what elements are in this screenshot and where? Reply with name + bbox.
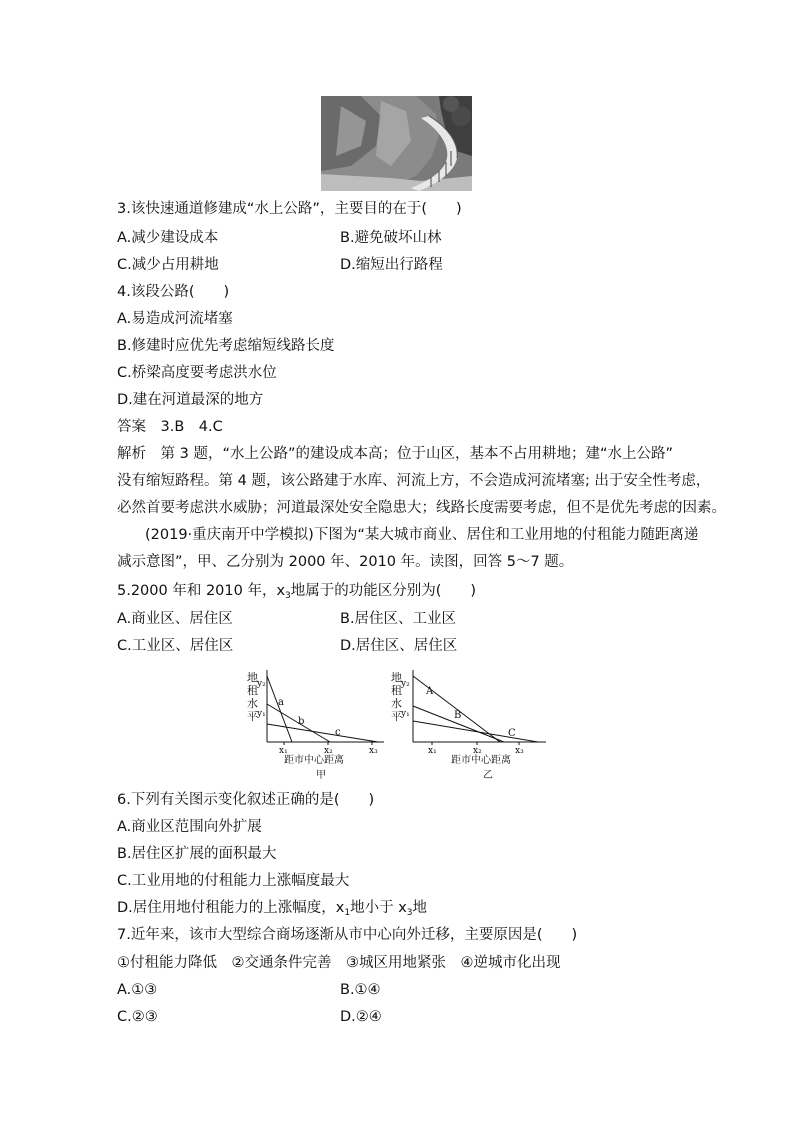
line-a [413,676,500,742]
q5-option-a: A.商业区、居住区 [117,611,233,627]
ylabel-char: 地 [247,671,258,684]
line-b-label: b [298,716,305,727]
line-a-label: A [426,686,434,697]
x2-label: x₂ [473,746,482,756]
analysis-line-3: 必然首要考虑洪水威胁；河道最深处安全隐患大；线路长度需要考虑，但不是优先考虑的因素。 [117,500,726,516]
ylabel-char: 水 [391,697,402,710]
x1-label: x₁ [428,746,437,756]
y2-label: y₂ [401,679,410,689]
answer-line: 答案 3.B 4.C [117,419,223,435]
intro-line-1: (2019·重庆南开中学模拟)下图为“某大城市商业、居住和工业用地的付租能力随距离递 [145,527,699,543]
q4-option-b: B.修建时应优先考虑缩短线路长度 [117,338,335,354]
q3-option-b: B.避免破坏山林 [340,230,442,246]
q6-option-b: B.居住区扩展的面积最大 [117,846,277,862]
x3-label: x₃ [369,746,378,756]
graph-yi [388,664,550,782]
analysis-line-2: 没有缩短路程。第 4 题，该公路建于水库、河流上方，不会造成河流堵塞; 出于安全性考虑， [117,473,711,489]
line-b [267,704,330,742]
x3-label: x₃ [515,746,524,756]
q4-option-d: D.建在河道最深的地方 [117,392,264,408]
q4-option-a: A.易造成河流堵塞 [117,311,233,327]
q4-option-c: C.桥梁高度要考虑洪水位 [117,365,277,381]
caption-jia: 甲 [316,770,326,781]
q3-option-d: D.缩短出行路程 [340,257,443,273]
intro-line-2: 减示意图”，甲、乙分别为 2000 年、2010 年。读图，回答 5～7 题。 [117,554,574,570]
ylabel-char: 平 [247,710,258,723]
x1-label: x₁ [279,746,288,756]
q5-option-d: D.居住区、居住区 [340,638,458,654]
xlabel: 距市中心距离 [451,755,511,766]
x2-label: x₂ [324,746,333,756]
caption-yi: 乙 [483,770,493,781]
graph-jia [244,664,394,782]
q6-option-d: D.居住用地付租能力的上涨幅度，$x_1$地小于 $x_3$地 [117,900,428,918]
q5-stem: 5.2000 年和 2010 年，$x_3$地属于的功能区分别为( ) [117,583,477,601]
q4-stem: 4.该段公路( ) [117,284,230,300]
q7-option-b: B.①④ [340,982,381,998]
q6-option-a: A.商业区范围向外扩展 [117,819,262,835]
q6-stem: 6.下列有关图示变化叙述正确的是( ) [117,792,375,808]
q3-stem: 3.该快速通道修建成“水上公路”，主要目的在于( ) [117,201,462,217]
q7-option-c: C.②③ [117,1009,158,1025]
y2-label: y₂ [257,679,266,689]
q7-stem: 7.近年来，该市大型综合商场逐渐从市中心向外迁移，主要原因是( ) [117,927,578,943]
q5-option-c: C.工业区、居住区 [117,638,234,654]
analysis-line-1: 解析 第 3 题，“水上公路”的建设成本高；位于山区，基本不占用耕地；建“水上公路” [117,446,673,462]
ylabel-char: 租 [247,684,258,697]
line-c-label: C [508,728,516,739]
q7-option-a: A.①③ [117,982,158,998]
q5-option-b: B.居住区、工业区 [340,611,457,627]
y1-label: y₁ [257,709,266,719]
line-a [267,676,292,742]
line-c [267,724,378,742]
line-a-label: a [278,697,284,708]
q6-option-c: C.工业用地的付租能力上涨幅度最大 [117,873,350,889]
q7-statements: ①付租能力降低 ②交通条件完善 ③城区用地紧张 ④逆城市化出现 [117,955,561,971]
q3-option-c: C.减少占用耕地 [117,257,219,273]
q3-option-a: A.减少建设成本 [117,230,219,246]
ylabel-char: 水 [247,697,258,710]
line-b-label: B [454,710,462,721]
xlabel: 距市中心距离 [284,755,344,766]
y1-label: y₁ [401,709,410,719]
line-c-label: c [335,727,341,738]
ylabel-char: 地 [391,671,402,684]
line-c [413,721,538,742]
ylabel-char: 租 [391,684,402,697]
water-highway-photo [321,96,472,191]
ylabel-char: 平 [391,710,402,723]
q7-option-d: D.②④ [340,1009,382,1025]
